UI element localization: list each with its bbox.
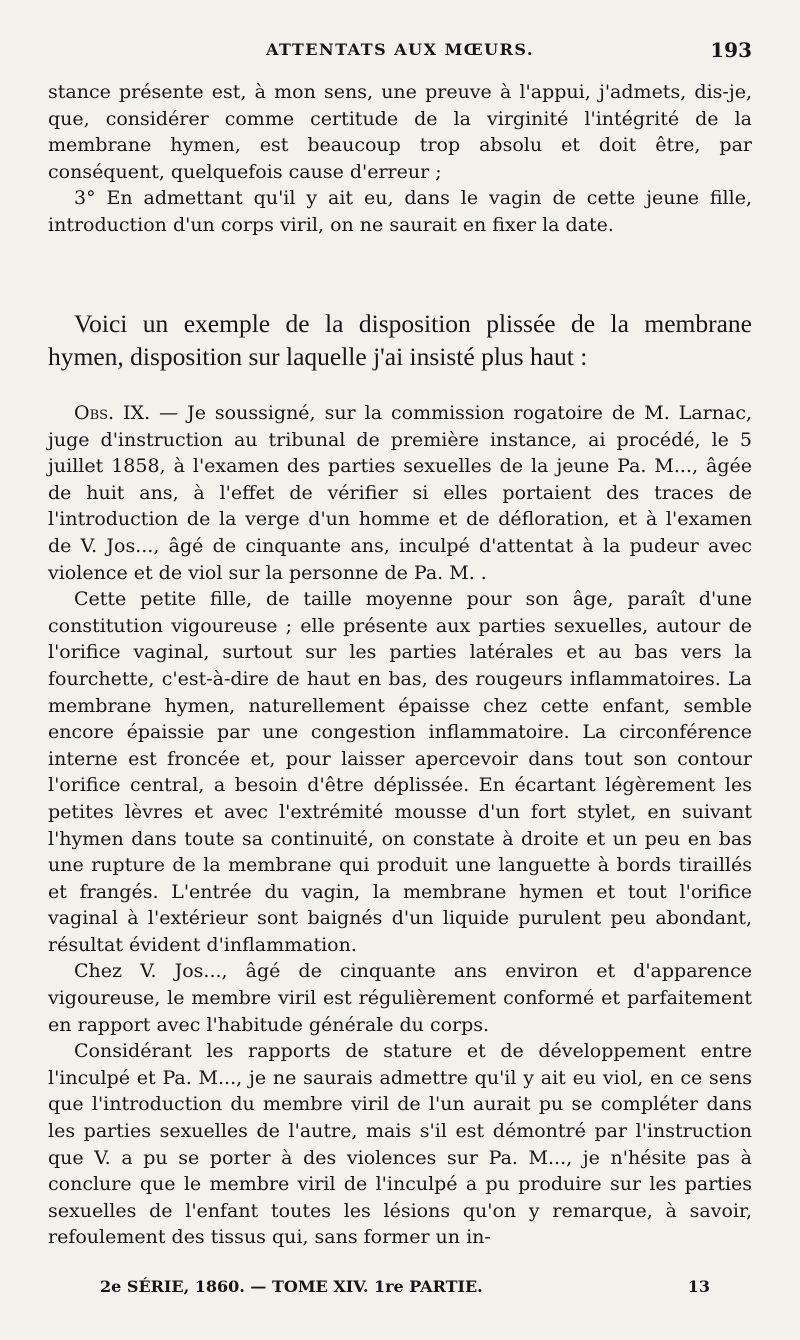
paragraph-continued: stance présente est, à mon sens, une preuve à l'appui, j'admets, dis-je, que, considérer comme certitude de la virginité l'intégrité de la membrane hymen, est beaucoup trop absolu et doit être, par conséquent, quelquefois cause d'erreur ; xyxy=(48,81,752,183)
observation-paragraph-2: Cette petite fille, de taille moyenne pour son âge, paraît d'une constitution vigoureuse ; elle présente aux parties sexuelles, autour de l'orifice vaginal, surtout sur les parties latérales et au bas vers la fourchette, c'est-à-dire de haut en bas, des rougeurs inflammatoires. La membrane hymen, naturellement épaisse chez cette enfant, semble encore épaissie par une congestion inflammatoire. La circonférence interne est froncée et, pour laisser apercevoir dans tout son contour l'orifice central, a besoin d'être déplissée. En écartant légèrement les petites lèvres et avec l'extrémité mousse d'un fort stylet, en suivant l'hymen dans toute sa continuité, on constate à droite et un peu en bas une rupture de la membrane qui produit une languette à bords tiraillés et frangés. L'entrée du vagin, la membrane hymen et tout l'orifice vaginal à l'extérieur sont baignés d'un liquide purulent peu abondant, résultat évident d'inflammation. xyxy=(48,588,752,956)
running-title: ATTENTATS AUX MŒURS. xyxy=(266,40,534,59)
observation-paragraph-3: Chez V. Jos..., âgé de cinquante ans environ et d'apparence vigoureuse, le membre viril est régulièrement conformé et parfaitement en rapport avec l'habitude générale du corps. xyxy=(48,960,752,1036)
signature-mark: 13 xyxy=(687,1277,710,1296)
page-number: 193 xyxy=(710,38,752,62)
observation-label: Obs. IX. xyxy=(74,402,151,424)
example-intro-heading: Voici un exemple de la disposition plissée de la membrane hymen, disposition sur laquelle j'ai insisté plus haut : xyxy=(48,309,752,371)
observation-paragraph-1 xyxy=(48,400,752,586)
series-line: 2e SÉRIE, 1860. — TOME XIV. 1re PARTIE. xyxy=(100,1277,483,1296)
continued-text xyxy=(48,79,752,239)
page-footer xyxy=(48,1277,752,1303)
page-header xyxy=(48,40,752,68)
observation-ix xyxy=(48,400,752,1251)
paragraph-point-3: 3° En admettant qu'il y ait eu, dans le vagin de cette jeune fille, introduction d'un corps viril, on ne saurait en fixer la date. xyxy=(48,187,752,236)
observation-paragraph-1-text: — Je soussigné, sur la commission rogatoire de M. Larnac, juge d'instruction au tribunal de première instance, ai procédé, le 5 juillet 1858, à l'examen des parties sexuelles de la jeune Pa. M..., âgée de huit ans, à l'effet de vérifier si elles portaient des traces de l'introduction de la verge d'un homme et de défloration, et à l'examen de V. Jos..., âgé de cinquante ans, inculpé d'attentat à la pudeur avec violence et de viol sur la personne de Pa. M. . xyxy=(48,402,752,584)
observation-paragraph-4: Considérant les rapports de stature et de développement entre l'inculpé et Pa. M..., je ne saurais admettre qu'il y ait eu viol, en ce sens que l'introduction du membre viril de l'un aurait pu se compléter dans les parties sexuelles de l'autre, mais s'il est démontré par l'instruction que V. a pu se porter à des violences sur Pa. M..., je n'hésite pas à conclure que le membre viril de l'inculpé a pu produire sur les parties sexuelles de l'enfant toutes les lésions qu'on y remarque, à savoir, refoulement des tissus qui, sans former un in- xyxy=(48,1040,752,1249)
